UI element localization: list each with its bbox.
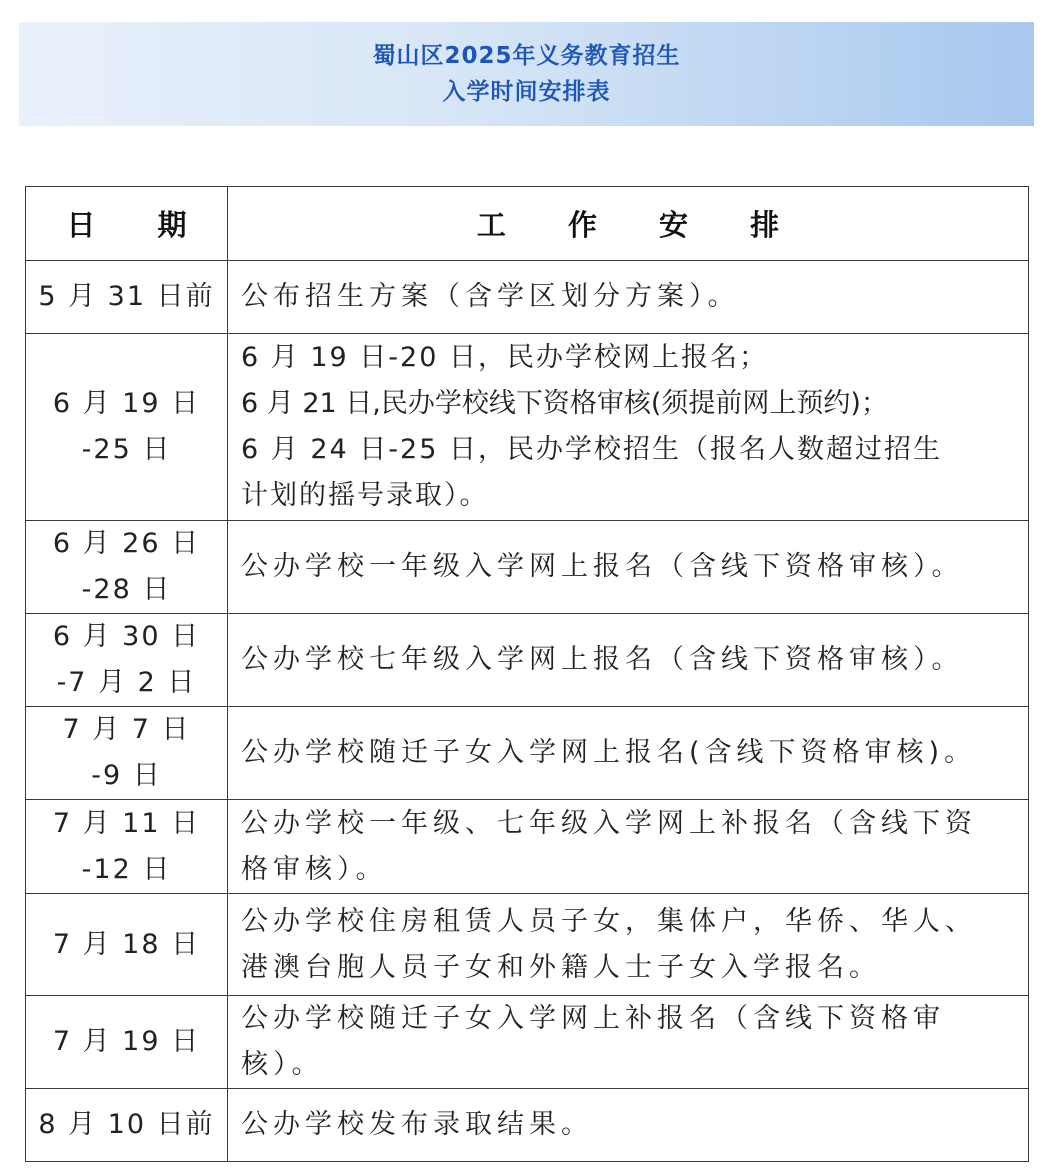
date-cell: 6 月 30 日 -7 月 2 日 xyxy=(26,614,228,707)
task-cell: 6 月 19 日-20 日，民办学校网上报名； 6 月 21 日,民办学校线下资格审核(须提前网上预约)； 6 月 24 日-25 日，民办学校招生（报名人数超过招生 计划的摇号录取）。 xyxy=(228,334,1029,521)
table-row xyxy=(26,894,1029,996)
header-task: 工 作 安 排 xyxy=(228,187,1029,261)
table-row xyxy=(26,800,1029,894)
schedule-table xyxy=(25,186,1029,1162)
table-row xyxy=(26,521,1029,614)
task-cell: 公布招生方案（含学区划分方案）。 xyxy=(228,261,1029,334)
page-title-line-2: 入学时间安排表 xyxy=(442,79,611,105)
page-title-line-1: 蜀山区2025年义务教育招生 xyxy=(372,43,681,69)
task-cell: 公办学校一年级入学网上报名（含线下资格审核）。 xyxy=(228,521,1029,614)
table-row xyxy=(26,334,1029,521)
date-cell: 6 月 19 日 -25 日 xyxy=(26,334,228,521)
task-cell: 公办学校住房租赁人员子女，集体户，华侨、华人、 港澳台胞人员子女和外籍人士子女入学报名。 xyxy=(228,894,1029,996)
date-cell: 6 月 26 日 -28 日 xyxy=(26,521,228,614)
table-row xyxy=(26,261,1029,334)
date-cell: 8 月 10 日前 xyxy=(26,1089,228,1162)
table-row xyxy=(26,707,1029,800)
header-date: 日 期 xyxy=(26,187,228,261)
task-cell: 公办学校发布录取结果。 xyxy=(228,1089,1029,1162)
table-header-row xyxy=(26,187,1029,261)
date-cell: 7 月 19 日 xyxy=(26,996,228,1089)
task-cell: 公办学校七年级入学网上报名（含线下资格审核）。 xyxy=(228,614,1029,707)
task-cell: 公办学校随迁子女入学网上报名(含线下资格审核)。 xyxy=(228,707,1029,800)
date-cell: 7 月 11 日 -12 日 xyxy=(26,800,228,894)
date-cell: 7 月 7 日 -9 日 xyxy=(26,707,228,800)
task-cell: 公办学校随迁子女入学网上补报名（含线下资格审 核）。 xyxy=(228,996,1029,1089)
title-banner xyxy=(19,22,1034,126)
table-row xyxy=(26,614,1029,707)
table-row xyxy=(26,996,1029,1089)
table-row xyxy=(26,1089,1029,1162)
task-cell: 公办学校一年级、七年级入学网上补报名（含线下资 格审核）。 xyxy=(228,800,1029,894)
date-cell: 5 月 31 日前 xyxy=(26,261,228,334)
date-cell: 7 月 18 日 xyxy=(26,894,228,996)
